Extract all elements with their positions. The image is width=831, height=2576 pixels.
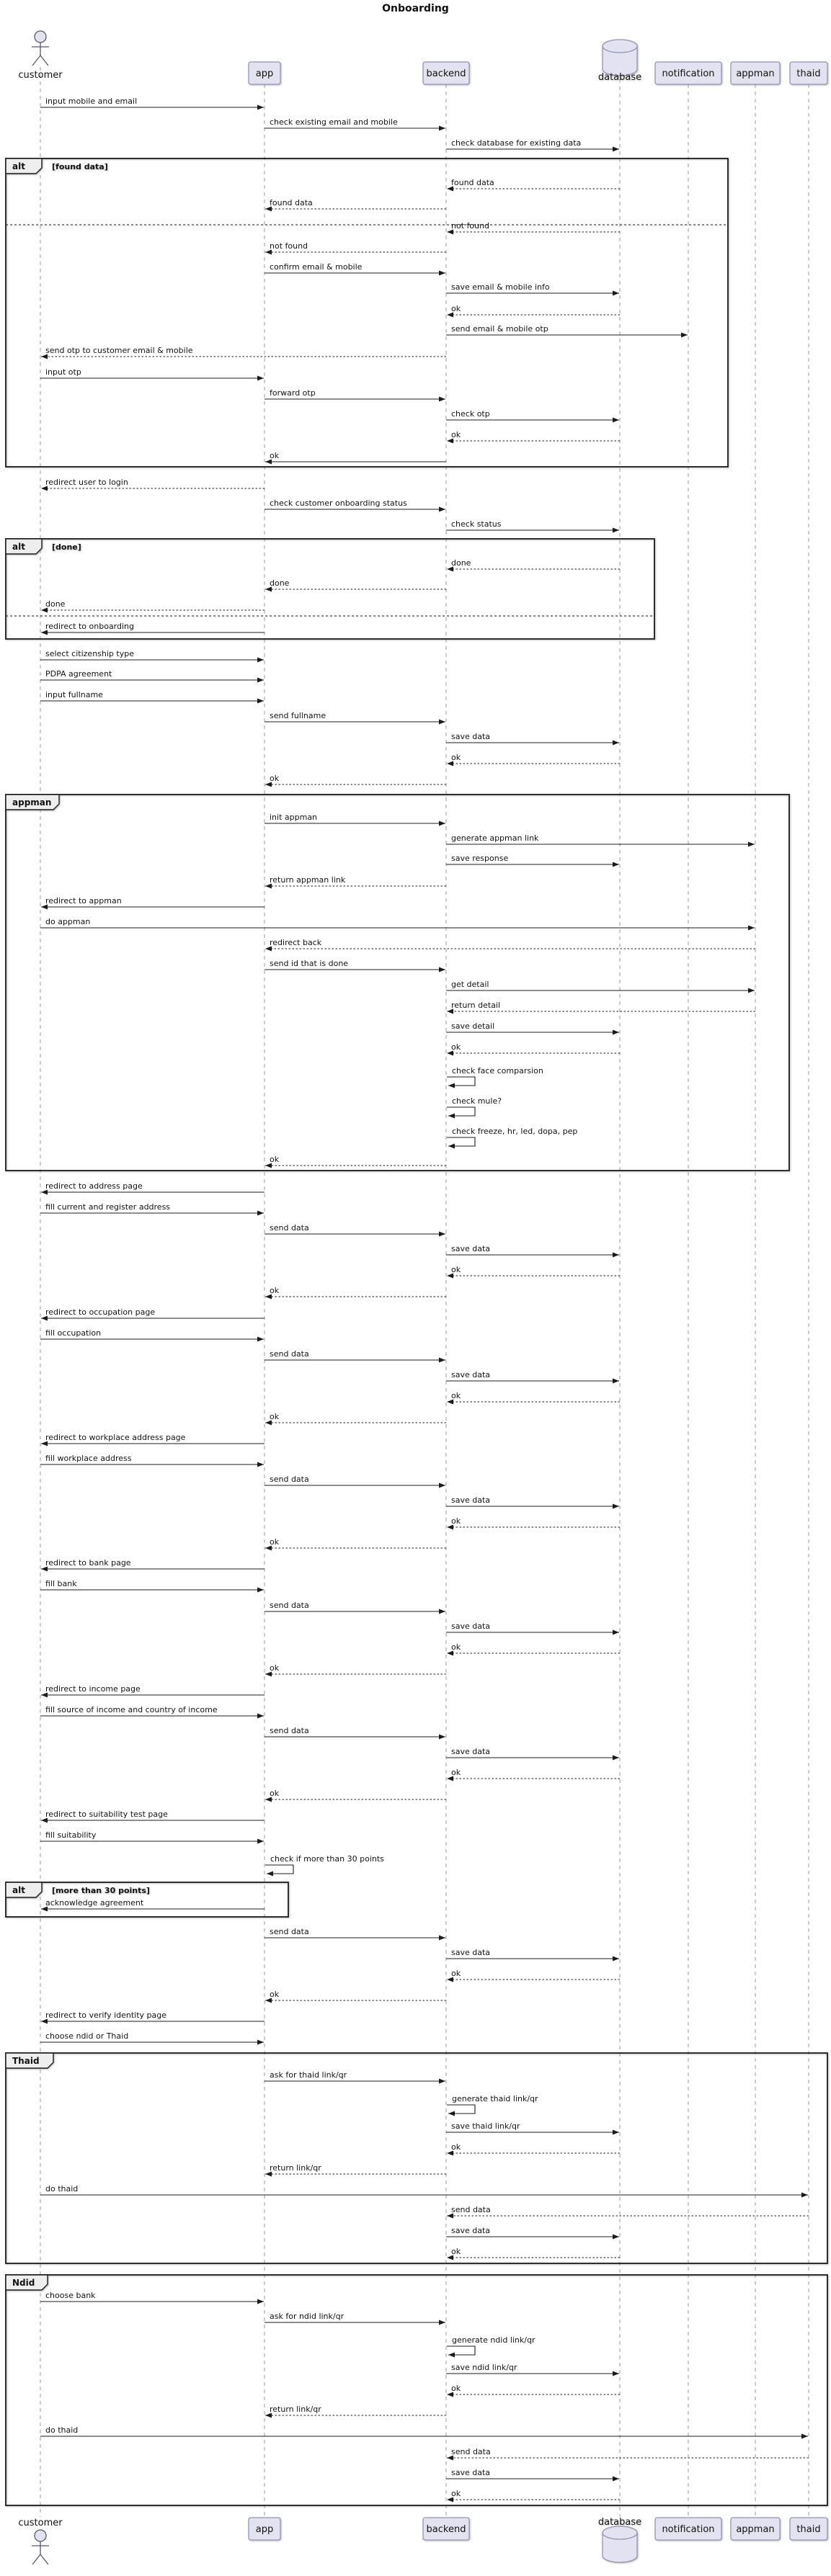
self-message-arrow [447,2346,475,2355]
message-send-data-93 [447,2205,809,2216]
message-label: PDPA agreement [45,669,112,679]
self-message-arrow [447,1137,475,1146]
message-ok-70 [265,1663,446,1674]
message-label: send fullname [270,711,326,720]
message-label: ok [451,1768,461,1777]
message-found-data-3 [447,178,620,189]
message-check-face-comparsion-43 [447,1066,543,1086]
message-send-data-49 [265,1223,445,1234]
message-ok-105 [447,2489,620,2500]
frame-condition: [found data] [52,162,108,171]
message-ok-52 [265,1286,446,1297]
message-select-citizenship-type-24 [40,649,264,660]
message-label: confirm email & mobile [270,262,363,272]
message-label: send data [451,2447,491,2456]
message-label: send data [270,1223,309,1233]
database-top [603,2526,637,2539]
frame-border [6,2053,827,2263]
message-label: ok [270,774,280,783]
message-save-data-94 [446,2226,619,2237]
message-return-appman-link-34 [265,875,446,886]
message-fill-source-of-income-and-country-of-income-72 [40,1705,264,1716]
message-label: send otp to customer email & mobile [45,346,193,355]
message-not-found-6 [265,241,446,252]
message-label: return link/qr [270,2405,321,2414]
message-ok-51 [447,1265,620,1276]
participant-label: customer [18,2518,63,2528]
participant-label: thaid [796,68,821,79]
participant-notification-top [655,62,721,84]
message-generate-appman-link-32 [446,833,755,844]
message-label: ok [451,430,461,439]
message-ok-100 [447,2384,620,2394]
message-ok-16 [265,451,446,462]
message-send-otp-to-customer-email-mobile-11 [41,346,446,357]
message-label: ok [270,1990,280,1999]
message-label: not found [451,221,490,231]
actor-leg-right [40,55,48,66]
message-label: generate appman link [451,833,539,843]
message-input-otp-12 [40,367,264,378]
message-ok-30 [265,774,446,784]
message-label: ask for ndid link/qr [270,2312,345,2321]
message-save-data-82 [446,1948,619,1959]
message-label: ok [451,1042,461,1052]
message-return-link-qr-101 [265,2405,446,2415]
message-label: send data [270,1349,309,1359]
message-label: ok [270,1286,280,1295]
message-label: send data [270,1601,309,1610]
message-label: check if more than 30 points [270,1854,384,1864]
message-label: redirect to verify identity page [45,2011,167,2020]
participant-label: database [597,2517,642,2528]
message-save-email-mobile-info-8 [446,282,619,293]
participant-label: appman [736,68,775,79]
message-label: ok [451,1969,461,1978]
message-label: done [270,578,290,588]
message-label: ok [451,2247,461,2256]
participant-appman-top [731,62,780,84]
participant-database-bottom [598,2517,641,2562]
message-label: ok [270,1155,280,1164]
message-ok-63 [447,1516,620,1527]
message-redirect-to-income-page-71 [41,1684,265,1695]
message-label: check mule? [452,1096,502,1106]
message-redirect-back-37 [265,938,755,949]
message-label: ok [270,1412,280,1421]
message-save-data-68 [446,1622,619,1632]
message-label: input otp [45,367,81,377]
message-ok-9 [447,304,620,315]
message-label: fill occupation [45,1328,102,1338]
message-send-data-73 [265,1726,445,1737]
message-save-ndid-link-qr-99 [446,2363,619,2374]
database-top [603,40,637,53]
message-ok-29 [447,753,620,764]
frame-label: Thaid [12,2056,40,2066]
participant-backend-bottom [423,2518,469,2540]
message-label: check status [451,519,502,529]
message-save-data-28 [446,732,619,743]
message-label: return link/qr [270,2163,321,2173]
message-label: ok [451,1642,461,1652]
message-label: send email & mobile otp [451,324,548,334]
message-label: save detail [451,1021,495,1031]
message-redirect-to-bank-page-65 [41,1558,265,1569]
message-do-thaid-92 [40,2184,808,2195]
actor-leg-left [32,55,40,66]
message-check-freeze-hr-led-dopa-pep-45 [447,1127,577,1146]
message-ok-42 [447,1042,620,1053]
message-input-mobile-and-email-0 [40,97,264,107]
participant-customer [18,31,63,81]
message-label: input mobile and email [45,97,138,106]
participant-label: appman [736,2524,775,2535]
message-ok-95 [447,2247,620,2258]
participant-label: notification [662,68,715,79]
message-label: redirect back [270,938,322,947]
message-ok-84 [265,1990,446,2000]
message-label: done [451,558,471,568]
message-save-data-50 [446,1244,619,1255]
participant-notification-bottom [655,2518,721,2540]
message-fill-bank-66 [40,1579,264,1590]
message-save-detail-41 [446,1021,619,1032]
message-fill-workplace-address-60 [40,1454,264,1464]
participant-label: backend [426,2524,466,2535]
message-label: forward otp [270,388,316,398]
message-label: check freeze, hr, led, dopa, pep [452,1127,578,1136]
participant-backend-top [423,62,469,84]
message-redirect-to-occupation-page-53 [41,1307,265,1318]
message-ok-90 [447,2142,620,2153]
message-done-22 [41,599,265,610]
message-label: ok [451,1391,461,1400]
message-label: ok [451,2142,461,2152]
message-label: check database for existing data [451,138,582,148]
message-label: do thaid [45,2184,79,2193]
message-label: send data [270,1927,309,1936]
message-label: save data [451,2226,491,2235]
message-init-appman-31 [265,813,445,823]
message-save-response-33 [446,854,619,864]
message-label: save data [451,1948,491,1957]
message-label: redirect to workplace address page [45,1433,186,1442]
message-label: save email & mobile info [451,282,550,292]
message-label: fill current and register address [45,1202,171,1212]
message-label: send data [270,1475,309,1484]
message-label: do appman [45,917,91,926]
actor-icon [35,2530,46,2541]
message-label: save data [451,1370,491,1379]
actor-icon [35,31,46,43]
message-redirect-to-address-page-47 [41,1181,265,1192]
message-label: save data [451,1747,491,1756]
participant-app-top [249,62,280,84]
message-return-detail-40 [447,1001,755,1011]
message-label: acknowledge agreement [45,1898,144,1908]
message-label: send id that is done [270,959,349,968]
participant-database-top [598,40,641,83]
frame-condition: [more than 30 points] [52,1886,150,1895]
message-label: fill suitability [45,1830,97,1840]
message-label: ok [451,2489,461,2498]
message-label: redirect to appman [45,896,122,905]
frame-thaid-4 [6,2053,827,2263]
message-label: redirect to income page [45,1684,141,1694]
participant-app-bottom [249,2518,280,2540]
message-label: init appman [270,813,318,822]
message-redirect-to-suitability-test-page-77 [41,1810,265,1820]
message-save-data-62 [446,1495,619,1506]
message-label: save data [451,1244,491,1253]
message-check-if-more-than-30-points-79 [265,1854,384,1874]
participant-label: customer [18,70,63,81]
message-found-data-4 [265,198,446,209]
message-redirect-user-to-login-17 [41,478,265,488]
message-done-21 [265,578,446,589]
diagram-title: Onboarding [382,3,449,14]
message-ok-58 [265,1412,446,1423]
message-generate-thaid-link-qr-88 [447,2094,538,2114]
message-send-data-103 [447,2447,809,2458]
message-done-20 [447,558,620,569]
message-label: ok [451,753,461,762]
participant-label: backend [426,68,466,79]
message-check-database-for-existing-data-2 [446,138,619,149]
participant-label: database [597,72,642,83]
message-check-existing-email-and-mobile-1 [265,117,445,128]
self-message-arrow [265,1865,293,1874]
message-send-email-mobile-otp-10 [446,324,688,335]
message-ask-for-thaid-link-qr-87 [265,2070,445,2081]
message-fill-suitability-78 [40,1830,264,1841]
participant-appman-bottom [731,2518,780,2540]
participant-label: thaid [796,2524,821,2535]
frame-label: alt [12,161,25,171]
self-message-arrow [447,2105,475,2114]
message-ok-75 [447,1768,620,1779]
message-label: select citizenship type [45,649,134,658]
message-redirect-to-onboarding-23 [41,622,265,632]
message-label: return detail [451,1001,501,1010]
message-ok-46 [265,1155,446,1166]
participant-thaid-bottom [790,2518,827,2540]
message-redirect-to-verify-identity-page-85 [41,2011,265,2021]
message-label: get detail [451,980,489,989]
message-send-data-61 [265,1475,445,1485]
message-label: found data [270,198,313,207]
frame-label: alt [12,1885,25,1895]
frame-label: appman [12,797,52,808]
message-label: input fullname [45,690,103,699]
message-label: save response [451,854,509,863]
message-redirect-to-workplace-address-page-59 [41,1433,265,1444]
message-not-found-5 [447,221,620,232]
message-fill-occupation-54 [40,1328,264,1339]
participant-thaid-top [790,62,827,84]
message-label: save ndid link/qr [451,2363,517,2372]
frame-label: alt [12,542,25,552]
message-ok-57 [447,1391,620,1402]
message-label: found data [451,178,494,187]
message-label: ask for thaid link/qr [270,2070,347,2080]
message-label: redirect to onboarding [45,622,135,631]
message-send-fullname-27 [265,711,445,722]
message-label: fill source of income and country of income [45,1705,218,1714]
message-choose-ndid-or-thaid-86 [40,2031,264,2042]
message-ask-for-ndid-link-qr-97 [265,2312,445,2322]
message-redirect-to-appman-35 [41,896,265,907]
message-label: ok [451,2384,461,2393]
message-label: send data [451,2205,491,2214]
message-label: ok [270,1789,280,1798]
actor-leg-left [32,2554,40,2564]
message-label: redirect to address page [45,1181,143,1191]
participant-customer-bottom [18,2518,63,2564]
message-fill-current-and-register-address-48 [40,1202,264,1213]
message-label: redirect user to login [45,478,128,487]
lifelines [40,67,809,2517]
message-label: ok [270,1663,280,1673]
frame-border [6,795,789,1171]
message-save-thaid-link-qr-89 [446,2121,619,2132]
message-ok-76 [265,1789,446,1799]
self-message-arrow [447,1107,475,1116]
message-label: check otp [451,409,490,419]
message-label: check face comparsion [452,1066,543,1075]
message-generate-ndid-link-qr-98 [447,2335,536,2355]
message-label: save data [451,1495,491,1505]
message-ok-69 [447,1642,620,1653]
message-label: choose ndid or Thaid [45,2031,129,2041]
message-check-status-19 [446,519,619,530]
message-label: save data [451,1622,491,1631]
message-save-data-56 [446,1370,619,1381]
message-send-data-67 [265,1601,445,1611]
message-label: do thaid [45,2425,79,2435]
message-do-thaid-102 [40,2425,808,2436]
message-send-id-that-is-done-38 [265,959,445,970]
message-input-fullname-26 [40,690,264,701]
message-label: ok [270,1537,280,1547]
message-label: fill workplace address [45,1454,132,1463]
message-ok-83 [447,1969,620,1980]
message-return-link-qr-91 [265,2163,446,2174]
message-ok-64 [265,1537,446,1548]
message-acknowledge-agreement-80 [41,1898,265,1909]
message-label: redirect to bank page [45,1558,131,1567]
message-choose-bank-96 [40,2291,264,2302]
message-get-detail-39 [446,980,755,990]
message-label: done [45,599,66,609]
message-label: return appman link [270,875,346,885]
self-message-arrow [447,1077,475,1086]
message-label: fill bank [45,1579,77,1588]
message-label: ok [451,304,461,313]
message-label: check customer onboarding status [270,498,407,508]
participant-label: notification [662,2524,715,2535]
message-label: ok [451,1265,461,1274]
actor-leg-right [40,2554,48,2564]
frame-label: Ndid [12,2278,35,2288]
message-label: generate ndid link/qr [452,2335,536,2345]
message-label: send data [270,1726,309,1735]
message-label: not found [270,241,308,251]
message-label: save thaid link/qr [451,2121,520,2131]
message-label: redirect to occupation page [45,1307,156,1317]
message-save-data-74 [446,1747,619,1758]
message-label: choose bank [45,2291,96,2300]
message-check-mule-44 [447,1096,502,1116]
message-send-data-55 [265,1349,445,1360]
message-label: redirect to suitability test page [45,1810,168,1819]
message-label: ok [270,451,280,460]
message-label: generate thaid link/qr [452,2094,538,2103]
message-do-appman-36 [40,917,755,928]
participant-label: app [255,68,274,79]
message-label: check existing email and mobile [270,117,398,127]
participant-label: app [255,2524,274,2535]
frame-ndid-5 [6,2275,827,2505]
message-label: ok [451,1516,461,1526]
message-save-data-104 [446,2468,619,2479]
message-forward-otp-13 [265,388,445,399]
frame-condition: [done] [52,542,81,552]
message-label: save data [451,2468,491,2477]
message-send-data-81 [265,1927,445,1938]
message-check-otp-14 [446,409,619,420]
frame-appman-2 [6,795,789,1171]
message-confirm-email-mobile-7 [265,262,445,273]
frame-border [6,2275,827,2505]
message-pdpa-agreement-25 [40,669,264,680]
message-ok-15 [447,430,620,441]
message-label: save data [451,732,491,741]
message-check-customer-onboarding-status-18 [265,498,445,509]
